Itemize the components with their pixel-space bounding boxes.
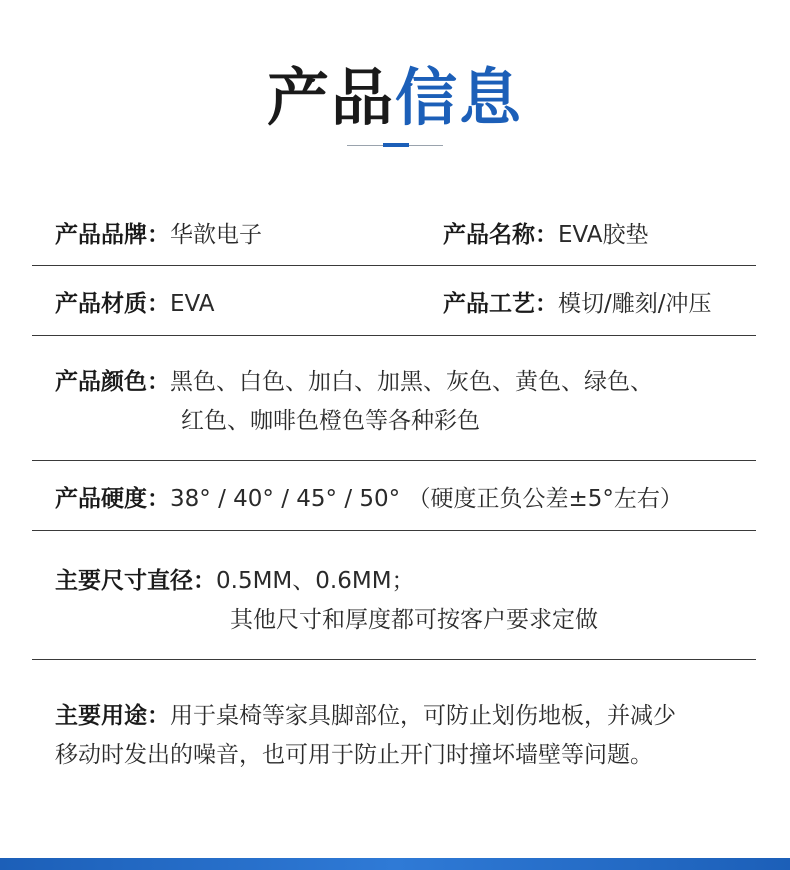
title-part-1: 产品 [266, 61, 395, 134]
size-row [55, 562, 415, 600]
usage-value-line1: 用于桌椅等家具脚部位，可防止划伤地板，并减少 [170, 703, 676, 729]
size-row-cont [230, 601, 598, 639]
color-value-line1: 黑色、白色、加白、加黑、灰色、黄色、绿色、 [170, 369, 653, 395]
material-label: 产品材质： [55, 291, 170, 317]
footer-accent-bar [0, 858, 790, 870]
divider [32, 335, 756, 336]
color-label: 产品颜色： [55, 369, 170, 395]
title-part-2: 信息 [395, 61, 524, 134]
divider [32, 460, 756, 461]
brand-row [55, 216, 262, 254]
process-row [443, 285, 712, 323]
hardness-value: 38° / 40° / 45° / 50° （硬度正负公差±5°左右） [170, 486, 683, 512]
name-label: 产品名称： [443, 222, 558, 248]
usage-row [55, 697, 676, 735]
brand-label: 产品品牌： [55, 222, 170, 248]
size-value-line2: 其他尺寸和厚度都可按客户要求定做 [230, 607, 598, 633]
brand-value: 华歆电子 [170, 222, 262, 248]
usage-label: 主要用途： [55, 703, 170, 729]
name-value: EVA胶垫 [558, 222, 649, 248]
page-title [0, 58, 790, 138]
process-value: 模切/雕刻/冲压 [558, 291, 712, 317]
color-row-cont [181, 402, 480, 440]
divider [32, 265, 756, 266]
divider [32, 530, 756, 531]
name-row [443, 216, 649, 254]
usage-row-cont [55, 736, 653, 774]
divider [32, 659, 756, 660]
usage-value-line2: 移动时发出的噪音，也可用于防止开门时撞坏墙壁等问题。 [55, 742, 653, 768]
material-value: EVA [170, 291, 215, 317]
hardness-row [55, 480, 683, 518]
title-accent-mark [383, 143, 409, 147]
size-label: 主要尺寸直径： [55, 568, 216, 594]
material-row [55, 285, 215, 323]
color-value-line2: 红色、咖啡色橙色等各种彩色 [181, 408, 480, 434]
hardness-label: 产品硬度： [55, 486, 170, 512]
color-row [55, 363, 653, 401]
size-value-line1: 0.5MM、0.6MM； [216, 568, 415, 594]
process-label: 产品工艺： [443, 291, 558, 317]
